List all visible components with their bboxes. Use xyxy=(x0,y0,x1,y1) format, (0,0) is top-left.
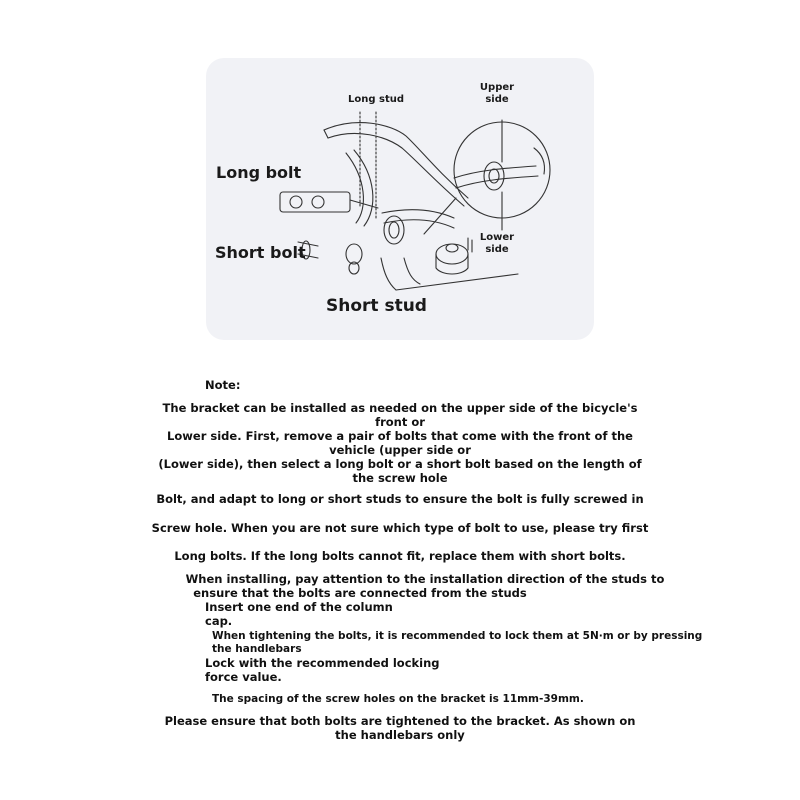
note-line-15: the handlebars xyxy=(212,643,302,655)
note-line-6: the screw hole xyxy=(352,471,448,485)
label-upper-side-line1: Upper xyxy=(479,82,515,93)
diagram-panel xyxy=(206,58,594,340)
note-line-12: Insert one end of the column xyxy=(205,600,393,614)
note-line-11: ensure that the bolts are connected from the studs xyxy=(193,586,527,600)
note-line-9: Long bolts. If the long bolts cannot fit, replace them with short bolts. xyxy=(174,549,626,563)
label-lower-side xyxy=(476,232,518,256)
note-line-19: Please ensure that both bolts are tightened to the bracket. As shown on xyxy=(164,714,636,728)
note-heading: Note: xyxy=(205,378,241,392)
note-line-3: Lower side. First, remove a pair of bolts that come with the front of the xyxy=(167,429,633,443)
label-upper-side-line2: side xyxy=(485,94,509,105)
headset-cap xyxy=(436,244,468,264)
note-line-7: Bolt, and adapt to long or short studs to ensure the bolt is fully screwed in xyxy=(156,492,644,506)
note-line-4: vehicle (upper side or xyxy=(329,443,471,457)
note-line-5: (Lower side), then select a long bolt or a short bolt based on the length of xyxy=(158,457,642,471)
label-lower-side-line1: Lower xyxy=(479,232,515,243)
label-long-bolt: Long bolt xyxy=(216,163,302,182)
label-long-stud: Long stud xyxy=(348,94,405,105)
note-line-2: front or xyxy=(375,415,425,429)
note-line-8: Screw hole. When you are not sure which type of bolt to use, please try first xyxy=(151,521,649,535)
label-short-bolt: Short bolt xyxy=(215,243,306,262)
note-line-20: the handlebars only xyxy=(335,728,465,742)
stem-clamp xyxy=(384,216,404,244)
note-line-14: When tightening the bolts, it is recommended to lock them at 5N·m or by pressing xyxy=(212,630,703,642)
note-line-18: The spacing of the screw holes on the bracket is 11mm-39mm. xyxy=(212,693,584,705)
label-upper-side xyxy=(476,82,518,106)
note-line-16: Lock with the recommended locking xyxy=(205,656,440,670)
note-line-10: When installing, pay attention to the installation direction of the studs to xyxy=(185,572,665,586)
note-line-13: cap. xyxy=(205,614,233,628)
label-short-stud: Short stud xyxy=(326,296,427,316)
note-line-17: force value. xyxy=(205,670,282,684)
note-line-1: The bracket can be installed as needed on the upper side of the bicycle's xyxy=(162,401,638,415)
label-lower-side-line2: side xyxy=(485,244,509,255)
